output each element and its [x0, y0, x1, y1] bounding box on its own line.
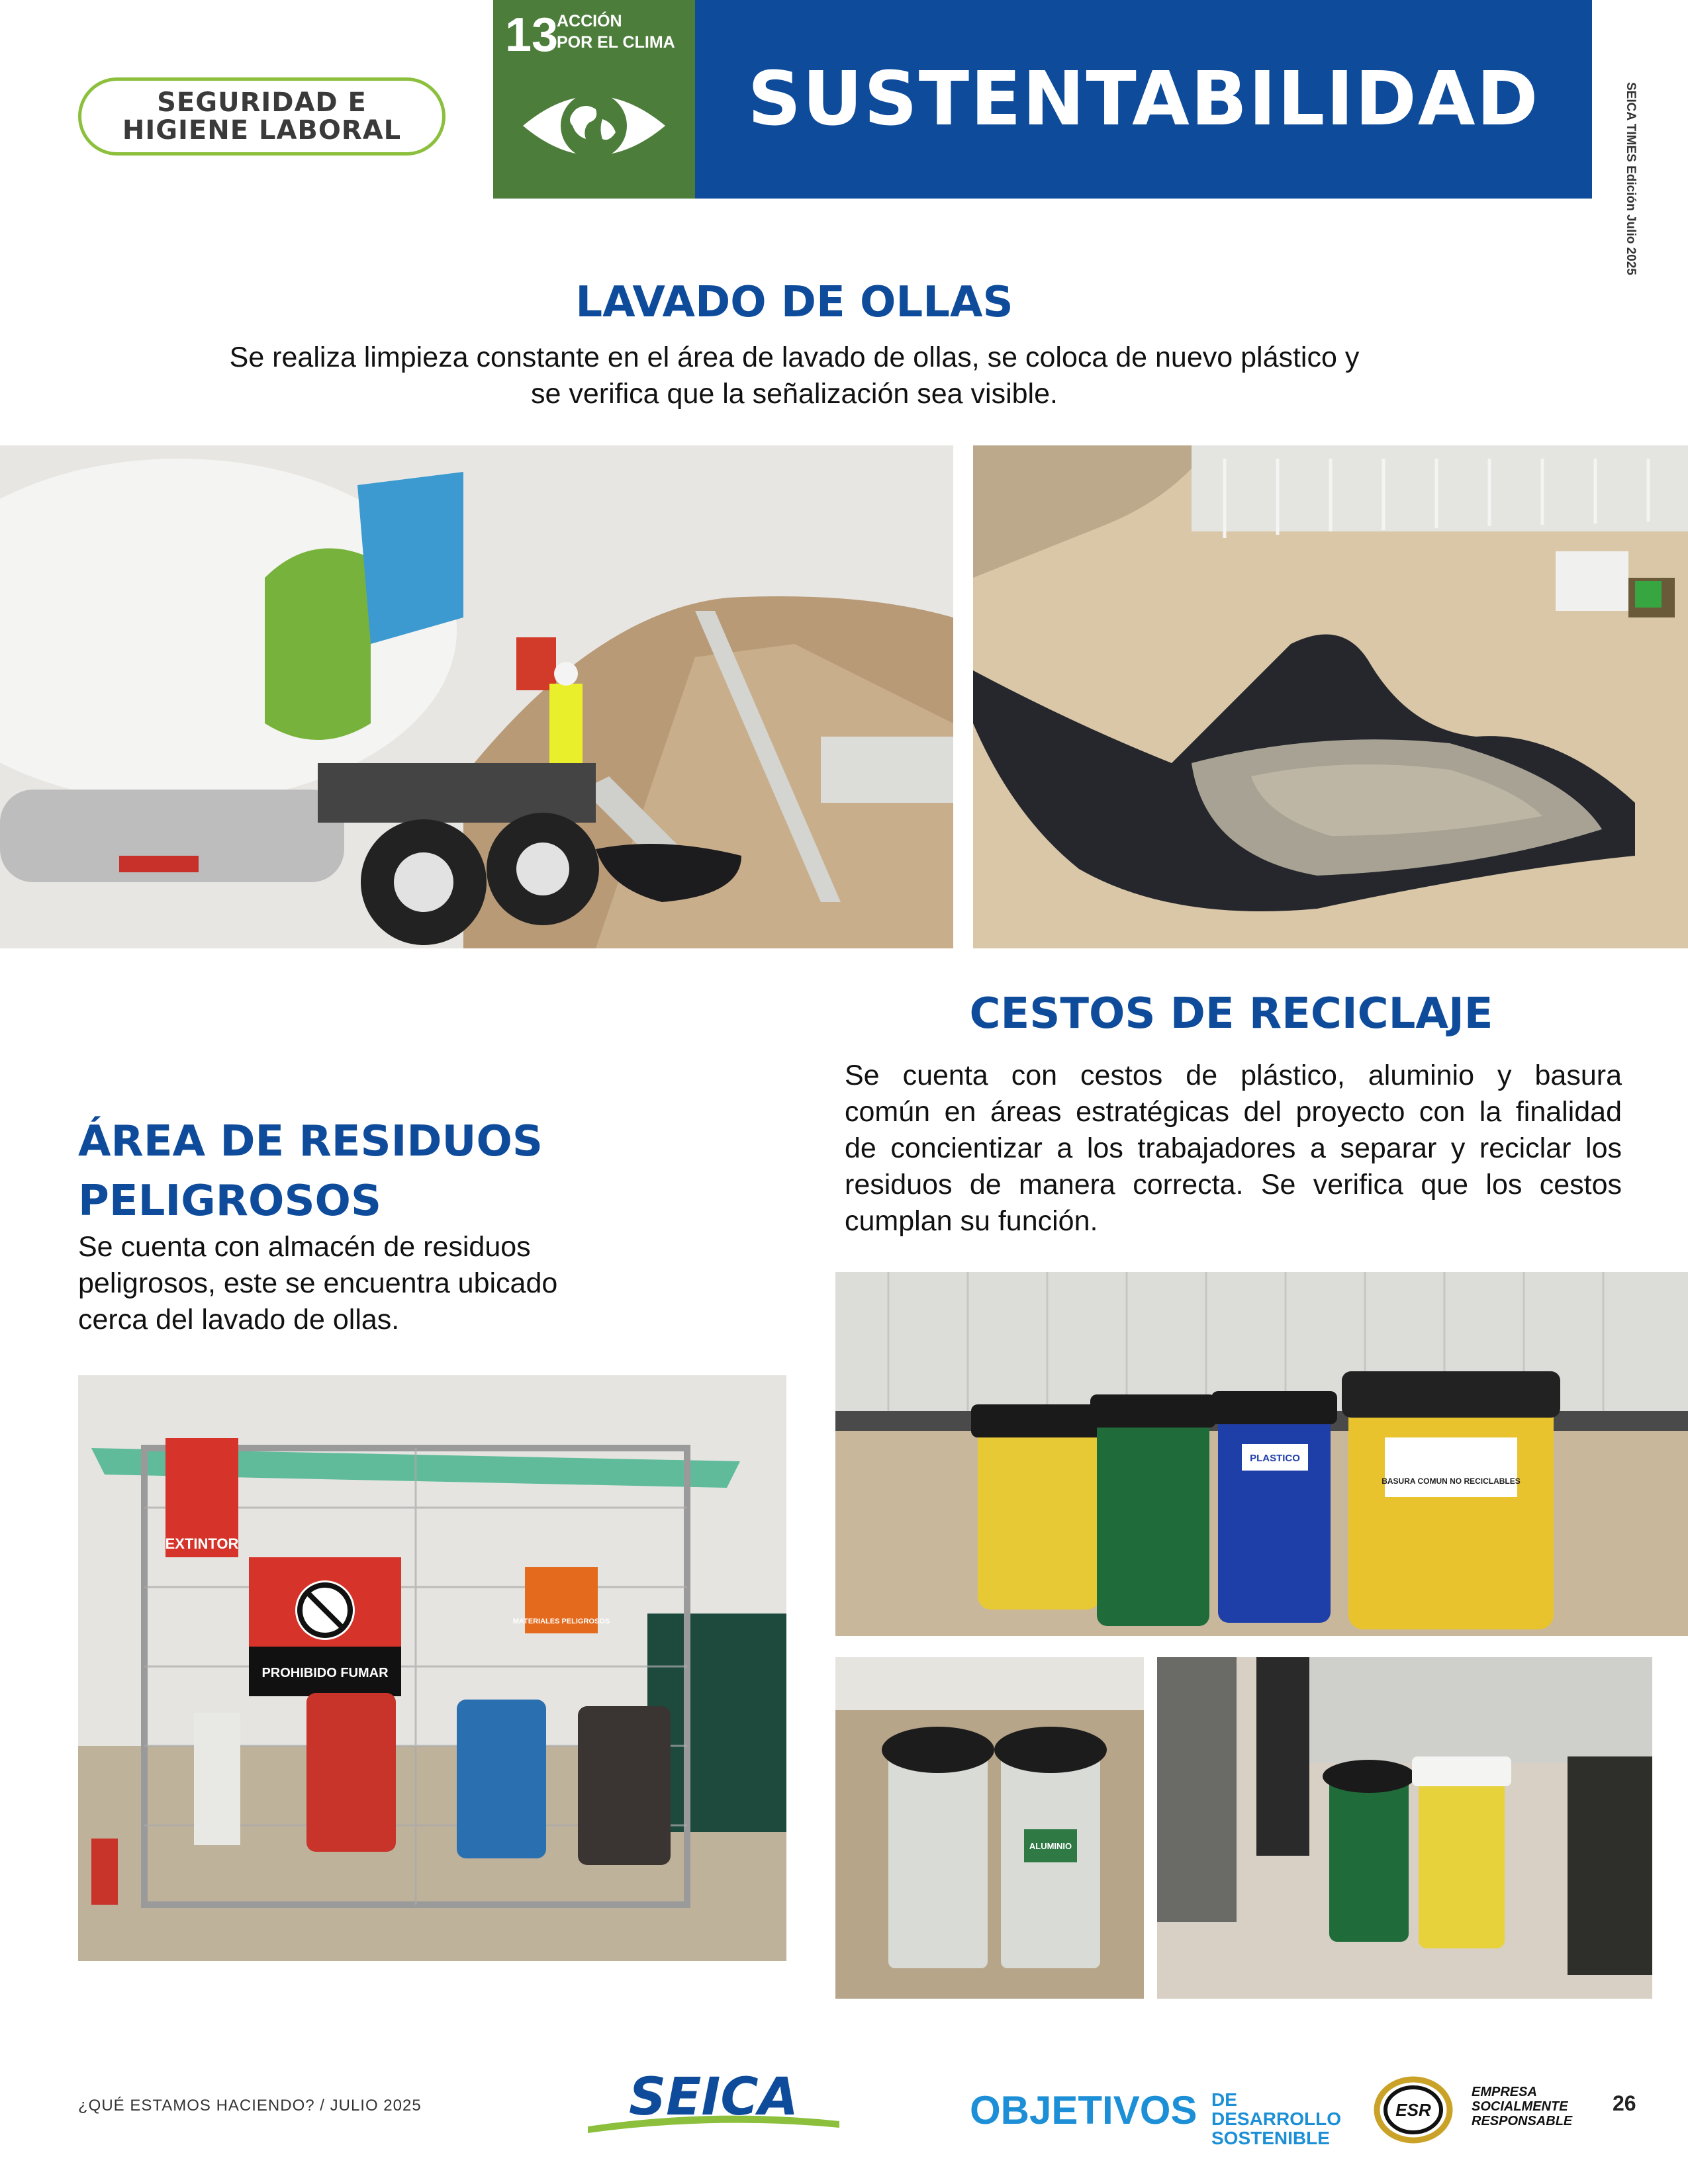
- page-number: 26: [1613, 2091, 1636, 2115]
- photo-metal-drum-bins: [835, 1657, 1144, 1999]
- sdg-label-line1: ACCIÓN: [557, 12, 622, 30]
- cestos-body: [845, 1058, 1622, 1240]
- residuos-title: [78, 1112, 543, 1231]
- residuos-body-line3: cerca del lavado de ollas.: [78, 1304, 400, 1336]
- cestos-body-line2: común en áreas estratégicas del proyecto con la finalidad: [845, 1096, 1622, 1128]
- section-pill-line1: SEGURIDAD E: [157, 87, 367, 118]
- residuos-body-line1: Se cuenta con almacén de residuos: [78, 1231, 531, 1263]
- residuos-title-line1: ÁREA DE RESIDUOS: [78, 1117, 543, 1166]
- sdg-13-badge: [493, 0, 695, 199]
- lavado-title: LAVADO DE OLLAS: [575, 278, 1013, 327]
- aluminio-drum-label: ALUMINIO: [1029, 1841, 1072, 1851]
- plastico-bin-label: PLASTICO: [1250, 1453, 1300, 1464]
- photo-site-bins: [1157, 1657, 1652, 1999]
- prohibido-sign-text: PROHIBIDO FUMAR: [261, 1666, 389, 1680]
- photo-recycling-bins-trailer: [835, 1272, 1688, 1636]
- esr-text-line3: RESPONSABLE: [1472, 2114, 1573, 2128]
- materiales-sign-text: MATERIALES PELIGROSOS: [512, 1617, 610, 1625]
- photo-washout-pit: [973, 445, 1688, 948]
- basura-bin-label: BASURA COMUN NO RECICLABLES: [1382, 1477, 1521, 1486]
- edition-side-label: SEICA TIMES Edición Julio 2025: [1624, 82, 1638, 275]
- ods-logo-small-line2: SOSTENIBLE: [1211, 2128, 1330, 2148]
- esr-mark-text: ESR: [1395, 2100, 1431, 2120]
- banner-title: SUSTENTABILIDAD: [695, 0, 1592, 199]
- esr-text: [1472, 2085, 1572, 2128]
- section-pill-line2: HIGIENE LABORAL: [122, 115, 402, 146]
- ods-logo-small-line1: DE DESARROLLO: [1211, 2089, 1341, 2129]
- photo-mixer-truck: [0, 445, 953, 948]
- sdg-number: 13: [505, 9, 559, 62]
- edition-side-text: [1620, 73, 1640, 285]
- seica-logo-text: SEICA: [628, 2075, 799, 2127]
- ods-logo: [970, 2085, 1354, 2148]
- cestos-body-line1: Se cuenta con cestos de plástico, aluminio y basura: [845, 1060, 1622, 1091]
- ods-logo-big: OBJETIVOS: [970, 2088, 1197, 2132]
- residuos-body: [78, 1229, 674, 1338]
- footer-issue-label: ¿QUÉ ESTAMOS HACIENDO? / JULIO 2025: [78, 2097, 422, 2115]
- esr-text-line1: EMPRESA: [1472, 2085, 1537, 2099]
- esr-text-line2: SOCIALMENTE: [1472, 2099, 1568, 2114]
- lavado-body-line2: se verifica que la señalización sea visible.: [531, 378, 1058, 410]
- esr-logo: [1374, 2071, 1579, 2144]
- ods-logo-small: [1211, 2090, 1354, 2148]
- cestos-body-line3: de concientizar a los trabajadores a separar y reciclar los: [845, 1132, 1622, 1164]
- cestos-body-line5: cumplan su función.: [845, 1205, 1098, 1237]
- lavado-body-line1: Se realiza limpieza constante en el área de lavado de ollas, se coloca de nuevo plástico y: [229, 341, 1360, 373]
- lavado-body: [0, 340, 1589, 412]
- sdg-label: [557, 11, 675, 53]
- photo-hazardous-cage: [78, 1375, 786, 1961]
- esr-logo-mark: [1374, 2071, 1453, 2144]
- residuos-body-line2: peligrosos, este se encuentra ubicado: [78, 1267, 558, 1299]
- cestos-body-line4: residuos de manera correcta. Se verifica que los cestos: [845, 1169, 1622, 1201]
- seica-logo: [581, 2075, 846, 2128]
- sdg-label-line2: POR EL CLIMA: [557, 33, 675, 52]
- residuos-title-line2: PELIGROSOS: [78, 1177, 382, 1226]
- extintor-sign-text: EXTINTOR: [165, 1535, 239, 1552]
- cestos-title: CESTOS DE RECICLAJE: [969, 989, 1493, 1038]
- section-pill: [78, 77, 445, 156]
- eye-globe-icon: [520, 79, 669, 172]
